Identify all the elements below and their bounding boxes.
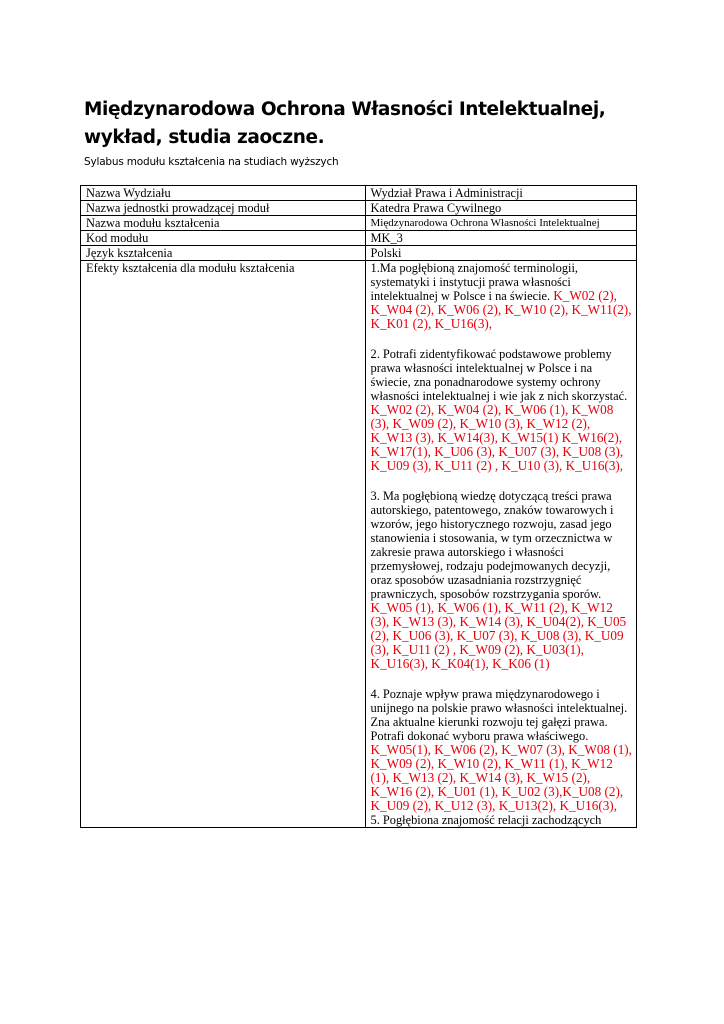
effect-codes: K_W05(1), K_W06 (2), K_W07 (3), K_W08 (1), K_W09 (2), K_W10 (2), K_W11 (1), K_W12 (1), K_W13 (2), K_W14 (3), K_W15 (2), K_W16 (2), K_U01 (1), K_U02 (3),K_U08 (2), K_U09 (2), K_U12 (3), K_U13(2), K_U16(3), (370, 742, 632, 813)
table-row (81, 216, 637, 231)
table-row (81, 201, 637, 216)
effect-item (371, 261, 634, 331)
table-row (81, 231, 637, 246)
effect-item (371, 347, 634, 473)
effect-text: 1.Ma pogłębioną znajomość terminologii, systematyki i instytucji prawa własności intelektualnej w Polsce i na świecie. (370, 261, 579, 303)
syllabus-table (80, 185, 637, 828)
effect-item (371, 687, 634, 813)
effect-item (371, 489, 634, 671)
table-row (81, 186, 637, 201)
document-title: Międzynarodowa Ochrona Własności Intelektualnej, wykład, studia zaoczne. (84, 99, 606, 148)
table-row-effects (81, 261, 637, 828)
row-value: MK_3 (365, 231, 637, 246)
effect-text: 4. Poznaje wpływ prawa międzynarodowego i unijnego na polskie prawo własności intelektualnej. Zna aktualne kierunki rozwoju tej gałęzi prawa. Potrafi dokonać wyboru prawa właściwego. (370, 687, 628, 743)
row-label: Kod modułu (81, 231, 366, 246)
row-label: Nazwa modułu kształcenia (81, 216, 366, 231)
effect-text: 3. Ma pogłębioną wiedzę dotyczącą treści prawa autorskiego, patentowego, znaków towarowych i wzorów, jego historycznego rozwoju, zasad jego stanowienia i stosowania, w tym orzecznictwa w zakresie prawa autorskiego i własności przemysłowej, rodzaju podejmowanych decyzji, oraz sposobów uzasadniania rozstrzygnięć prawniczych, sposobów rozstrzygania sporów. (370, 489, 614, 601)
effect-codes: K_W02 (2), K_W04 (2), K_W06 (2), K_W10 (2), K_W11(2), K_K01 (2), K_U16(3), (370, 288, 632, 331)
row-value: Wydział Prawa i Administracji (365, 186, 637, 201)
effect-item (371, 813, 634, 827)
row-value: Katedra Prawa Cywilnego (365, 201, 637, 216)
row-label: Nazwa jednostki prowadzącej moduł (81, 201, 366, 216)
table-row (81, 246, 637, 261)
effects-label: Efekty kształcenia dla modułu kształcenia (81, 261, 366, 828)
effects-list (365, 261, 637, 828)
row-label: Nazwa Wydziału (81, 186, 366, 201)
effect-text: 5. Pogłębiona znajomość relacji zachodzących (370, 813, 602, 827)
document-subtitle: Sylabus modułu kształcenia na studiach wyższych (84, 156, 339, 168)
effect-codes: K_W05 (1), K_W06 (1), K_W11 (2), K_W12 (3), K_W13 (3), K_W14 (3), K_U04(2), K_U05 (2), K_U06 (3), K_U07 (3), K_U08 (3), K_U09 (3), K_U11 (2) , K_W09 (2), K_U03(1), K_U16(3), K_K04(1), K_K06 (1) (370, 600, 627, 671)
effect-text: 2. Potrafi zidentyfikować podstawowe problemy prawa własności intelektualnej w Polsce i na świecie, zna ponadnarodowe systemy ochrony własności intelektualnej i wie jak z nich skorzystać. (370, 347, 628, 403)
row-value: Polski (365, 246, 637, 261)
row-label: Język kształcenia (81, 246, 366, 261)
effect-codes: K_W02 (2), K_W04 (2), K_W06 (1), K_W08 (3), K_W09 (2), K_W10 (3), K_W12 (2), K_W13 (3), K_W14(3), K_W15(1) K_W16(2), K_W17(1), K_U06 (3), K_U07 (3), K_U08 (3), K_U09 (3), K_U11 (2) , K_U10 (3), K_U16(3), (370, 402, 624, 473)
row-value: Międzynarodowa Ochrona Własności Intelektualnej (365, 216, 637, 231)
